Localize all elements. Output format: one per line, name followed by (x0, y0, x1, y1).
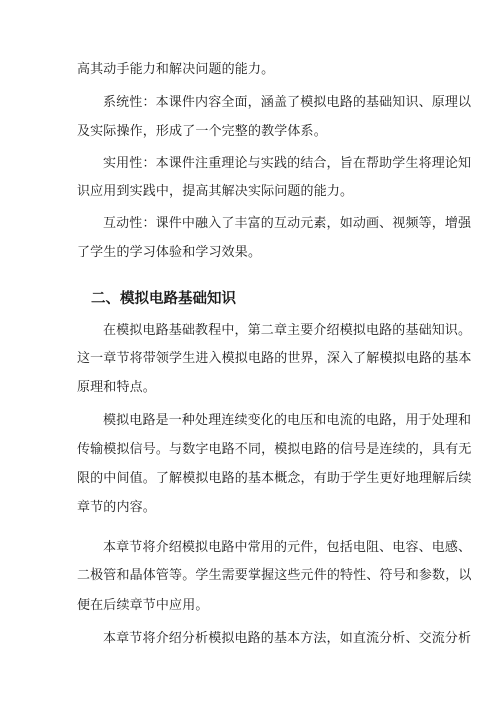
interactive-line-2: 了学生的学习体验和学习效果。 (77, 245, 262, 260)
practical-line-1: 实用性：本课件注重理论与实践的结合，旨在帮助学生将理论知 (103, 156, 472, 171)
interactive-line-1: 互动性：课件中融入了丰富的互动元素，如动画、视频等，增强 (103, 216, 472, 231)
paragraph-1-line-2: 这一章节将带领学生进入模拟电路的世界，深入了解模拟电路的基本 (77, 351, 472, 366)
practical-line-2: 识应用到实践中，提高其解决实际问题的能力。 (77, 184, 354, 199)
paragraph-2-line-4: 章节的内容。 (77, 500, 156, 515)
intro-tail-text: 高其动手能力和解决问题的能力。 (77, 62, 275, 77)
section-heading: 二、模拟电路基础知识 (91, 291, 236, 307)
paragraph-3-line-3: 便在后续章节中应用。 (77, 598, 209, 613)
systematic-line-2: 及实际操作，形成了一个完整的教学体系。 (77, 124, 327, 139)
systematic-line-1: 系统性：本课件内容全面，涵盖了模拟电路的基础知识、原理以 (103, 95, 472, 110)
paragraph-3-line-2: 二极管和晶体管等。学生需要掌握这些元件的特性、符号和参数，以 (77, 568, 472, 583)
paragraph-2-line-2: 传输模拟信号。与数字电路不同，模拟电路的信号是连续的，具有无 (77, 442, 472, 457)
paragraph-2-line-3: 限的中间值。了解模拟电路的基本概念，有助于学生更好地理解后续 (77, 471, 472, 486)
paragraph-2-line-1: 模拟电路是一种处理连续变化的电压和电流的电路，用于处理和 (103, 413, 472, 428)
paragraph-4-line-1: 本章节将介绍分析模拟电路的基本方法，如直流分析、交流分析 (103, 631, 472, 646)
paragraph-1-line-1: 在模拟电路基础教程中，第二章主要介绍模拟电路的基础知识。 (103, 323, 472, 338)
paragraph-3-line-1: 本章节将介绍模拟电路中常用的元件，包括电阻、电容、电感、 (103, 540, 472, 555)
paragraph-1-line-3: 原理和特点。 (77, 380, 156, 395)
